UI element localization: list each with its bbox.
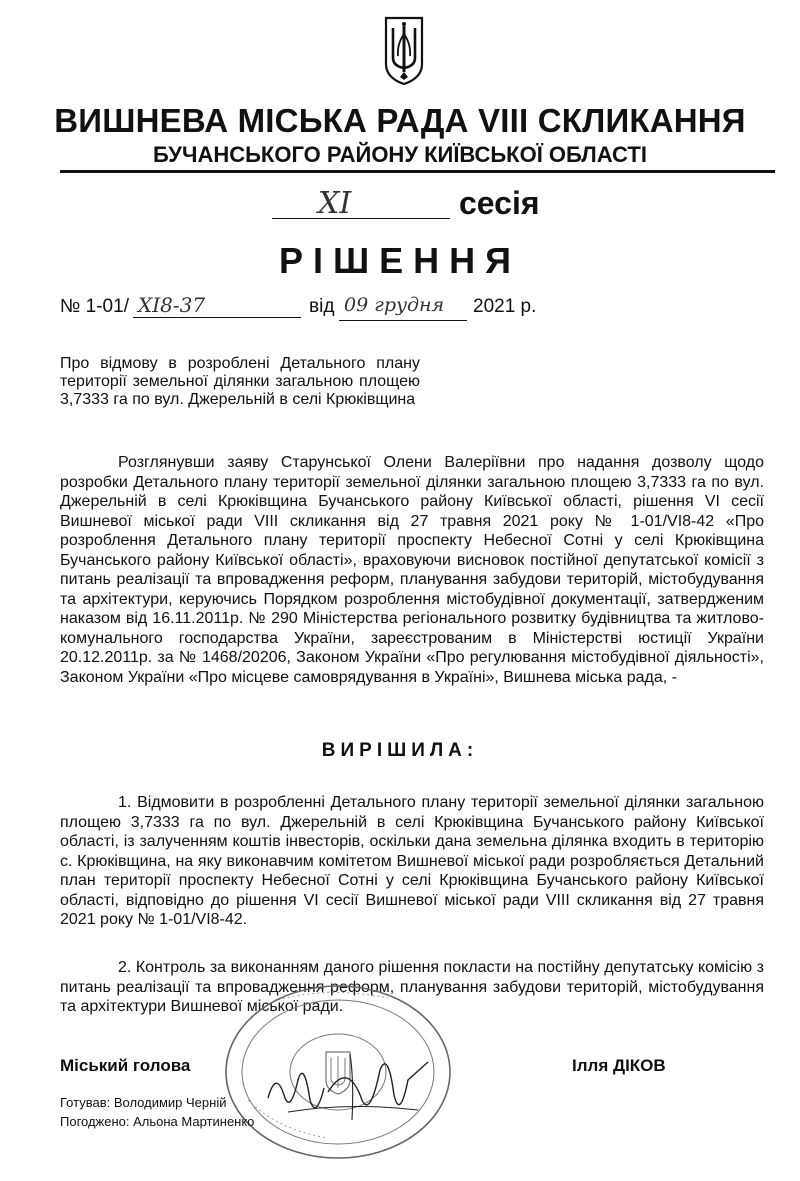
preamble-text: Розглянувши заяву Старунської Олени Валеріївни про надання дозволу щодо розробки Детального плану території земельної ділянки загальною площею 3,7333 га по вул. Джерельній в селі Крюківщина Бучанського району Київської області, рішення VI сесії Вишневої міської ради VIII скликання від 27 травня 2021 року № 1-01/VI8-42 «Про розроблення Детального плану території проспекту Небесної Сотні у селі Крюківщина Бучанського району Київської області», враховуючи висновок постійної депутатської комісії з питань реалізації та впровадження реформ, планування забудови територій, містобудування та архітектури, керуючись Порядком розроблення містобудівної документації, затвердженим наказом від 16.11.2011р. № 290 Міністерства регіонального розвитку будівництва та житлово-комунального господарства України, зареєстрованим в Міністерстві юстиції України 20.12.2011р. за № 1468/20206, Законом України «Про регулювання містобудівної діяльності», Законом України «Про місцеве самоврядування в Україні», Вишнева міська рада, - — [60, 454, 764, 686]
district-name: БУЧАНСЬКОГО РАЙОНУ КИЇВСЬКОЇ ОБЛАСТІ — [153, 142, 647, 167]
session-label: сесія — [459, 185, 540, 221]
decision-year: 2021 р. — [473, 296, 537, 317]
decision-item — [60, 793, 764, 930]
decision-number: XI8-37 — [138, 293, 206, 317]
decision-date-line — [339, 320, 467, 321]
session-number: XI — [318, 186, 352, 221]
council-name: ВИШНЕВА МІСЬКА РАДА VIII СКЛИКАННЯ — [54, 102, 746, 139]
mayor-name: Ілля ДІКОВ — [572, 1056, 666, 1075]
prepared-by: Готував: Володимир Черній — [60, 1095, 227, 1110]
decision-subject: Про відмову в розроблені Детального плану території земельної ділянки загальною площею 3,7333 га по вул. Джерельній в селі Крюківщина — [60, 355, 420, 408]
handwritten-signature — [258, 1040, 438, 1130]
agreed-by: Погоджено: Альона Мартиненко — [60, 1114, 255, 1129]
decision-date-label: від — [309, 296, 335, 317]
document-title: РІШЕННЯ — [278, 240, 522, 281]
session-number-line — [272, 218, 450, 219]
decision-number-line — [133, 317, 301, 318]
mayor-role-label: Міський голова — [60, 1056, 191, 1075]
decision-number-label: № 1-01/ — [60, 296, 129, 317]
ukraine-trident-emblem-icon — [383, 14, 425, 86]
decided-heading: ВИРІШИЛА: — [321, 740, 479, 761]
preamble-paragraph — [60, 453, 764, 687]
header-divider — [60, 170, 775, 173]
decision-date: 09 грудня — [344, 294, 445, 316]
decision-item-text: 1. Відмовити в розробленні Детального плану території земельної ділянки загальною площею 3,7333 га по вул. Джерельній в селі Крюківщина Бучанського району Київської області, із залученням коштів інвесторів, оскільки дана земельна ділянка входить в територію с. Крюківщина, на яку виконавчим комітетом Вишневої міської ради розробляється Детальний план території проспекту Небесної Сотні у селі Крюківщина Бучанського району Київської області, відповідно до рішення VI сесії Вишневої міської ради VIII скликання від 27 травня 2021 року № 1-01/VI8-42. — [60, 794, 764, 928]
decision-item-text: 2. Контроль за виконанням даного рішення покласти на постійну депутатську комісію з питань реалізації та впровадження реформ, планування забудови територій, містобудування та архітектури Вишневої міської ради. — [60, 959, 764, 1015]
